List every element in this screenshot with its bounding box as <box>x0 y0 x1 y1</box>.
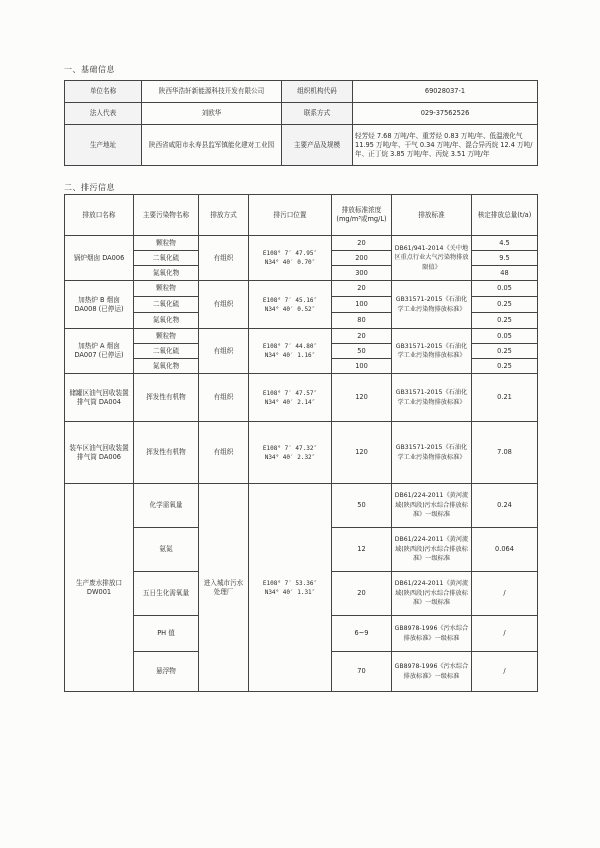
limit-value: 6~9 <box>332 616 392 652</box>
header-position: 排污口位置 <box>249 195 332 236</box>
pollutant: 五日生化需氧量 <box>134 572 199 616</box>
header-outlet: 排放口名称 <box>65 195 134 236</box>
basic-info-table <box>64 80 538 166</box>
pollutant: 氮氧化物 <box>134 313 199 329</box>
pollutant: 颗粒物 <box>134 236 199 251</box>
outlet-name: 锅炉烟囱 DA006 <box>65 236 134 281</box>
emissions-table <box>64 194 538 692</box>
emission-standard: GB31571-2015《石油化学工业污染物排放标准》 <box>392 329 472 374</box>
pollutant: 二氧化硫 <box>134 251 199 266</box>
pollutant: 氮氧化物 <box>134 266 199 281</box>
contact-label: 联系方式 <box>282 103 353 125</box>
limit-value: 12 <box>332 528 392 572</box>
section-basic-title: 一、基础信息 <box>64 65 115 74</box>
limit-value: 100 <box>332 359 392 374</box>
quota-value: 4.5 <box>472 236 538 251</box>
pollutant: PH 值 <box>134 616 199 652</box>
emission-method: 有组织 <box>199 281 249 329</box>
quota-value: 0.24 <box>472 484 538 528</box>
pollutant: 二氧化硫 <box>134 297 199 313</box>
emission-method: 有组织 <box>199 422 249 484</box>
header-pollutant: 主要污染物名称 <box>134 195 199 236</box>
pollutant: 悬浮物 <box>134 652 199 692</box>
quota-value: 9.5 <box>472 251 538 266</box>
emission-method: 有组织 <box>199 374 249 422</box>
org-code: 69028037-1 <box>353 81 538 103</box>
header-quota: 核定排放总量(t/a) <box>472 195 538 236</box>
limit-value: 20 <box>332 281 392 297</box>
outlet-position: E108° 7′ 47.32″ N34° 40′ 2.32″ <box>249 422 332 484</box>
outlet-position: E108° 7′ 53.36″ N34° 40′ 1.31″ <box>249 484 332 692</box>
pollutant: 氮氧化物 <box>134 359 199 374</box>
unit-name-label: 单位名称 <box>65 81 142 103</box>
quota-value: / <box>472 616 538 652</box>
pollutant: 挥发性有机物 <box>134 422 199 484</box>
contact: 029-37562526 <box>353 103 538 125</box>
quota-value: / <box>472 652 538 692</box>
emission-standard: GB8978-1996《污水综合排放标准》一级标准 <box>392 652 472 692</box>
limit-value: 20 <box>332 572 392 616</box>
section-emissions-title: 二、排污信息 <box>64 183 115 192</box>
quota-value: 7.08 <box>472 422 538 484</box>
emission-standard: GB8978-1996《污水综合排放标准》一级标准 <box>392 616 472 652</box>
org-code-label: 组织机构代码 <box>282 81 353 103</box>
emission-standard: DB61/941-2014《关中地区重点行业大气污染物排放限值》 <box>392 236 472 281</box>
quota-value: 0.05 <box>472 281 538 297</box>
products-label: 主要产品及规模 <box>282 125 353 166</box>
emission-method: 有组织 <box>199 329 249 374</box>
quota-value: 0.25 <box>472 359 538 374</box>
outlet-name: 储罐区油气回收装置排气筒 DA004 <box>65 374 134 422</box>
pollutant: 颗粒物 <box>134 329 199 344</box>
header-method: 排放方式 <box>199 195 249 236</box>
limit-value: 50 <box>332 344 392 359</box>
quota-value: 48 <box>472 266 538 281</box>
header-limit: 排放标准浓度(mg/m³或mg/L) <box>332 195 392 236</box>
outlet-position: E108° 7′ 45.16″ N34° 40′ 0.52″ <box>249 281 332 329</box>
legal-rep-label: 法人代表 <box>65 103 142 125</box>
limit-value: 20 <box>332 236 392 251</box>
limit-value: 80 <box>332 313 392 329</box>
outlet-name: 装车区油气回收装置排气筒 DA006 <box>65 422 134 484</box>
emission-standard: GB31571-2015《石油化学工业污染物排放标准》 <box>392 374 472 422</box>
quota-value: 0.064 <box>472 528 538 572</box>
emission-method: 进入城市污水处理厂 <box>199 484 249 692</box>
quota-value: 0.25 <box>472 344 538 359</box>
quota-value: 0.21 <box>472 374 538 422</box>
pollutant: 挥发性有机物 <box>134 374 199 422</box>
legal-rep: 刘欧华 <box>142 103 282 125</box>
limit-value: 70 <box>332 652 392 692</box>
emission-standard: GB31571-2015《石油化学工业污染物排放标准》 <box>392 281 472 329</box>
emission-standard: DB61/224-2011《黄河流域(陕西段)污水综合排放标准》一级标准 <box>392 528 472 572</box>
outlet-name: 加热炉 A 烟囱 DA007 (已停运) <box>65 329 134 374</box>
emission-standard: DB61/224-2011《黄河流域(陕西段)污水综合排放标准》一级标准 <box>392 572 472 616</box>
address-label: 生产地址 <box>65 125 142 166</box>
header-standard: 排放标准 <box>392 195 472 236</box>
limit-value: 100 <box>332 297 392 313</box>
outlet-position: E108° 7′ 47.57″ N34° 40′ 2.14″ <box>249 374 332 422</box>
pollutant: 化学需氧量 <box>134 484 199 528</box>
limit-value: 120 <box>332 374 392 422</box>
unit-name: 陕西华浩轩新能源科技开发有限公司 <box>142 81 282 103</box>
limit-value: 50 <box>332 484 392 528</box>
emission-standard: GB31571-2015《石油化学工业污染物排放标准》 <box>392 422 472 484</box>
limit-value: 120 <box>332 422 392 484</box>
quota-value: 0.25 <box>472 297 538 313</box>
outlet-position: E108° 7′ 44.80″ N34° 40′ 1.16″ <box>249 329 332 374</box>
limit-value: 300 <box>332 266 392 281</box>
pollutant: 二氧化硫 <box>134 344 199 359</box>
limit-value: 20 <box>332 329 392 344</box>
outlet-name: 加热炉 B 烟囱 DA008 (已停运) <box>65 281 134 329</box>
outlet-name: 生产废水排放口 DW001 <box>65 484 134 692</box>
outlet-position: E108° 7′ 47.95″ N34° 40′ 0.70″ <box>249 236 332 281</box>
products: 轻芳烃 7.68 万吨/年、重芳烃 0.83 万吨/年、低温液化气 11.95 万吨/年、干气 0.34 万吨/年、混合异丙烷 12.4 万吨/年、正丁烷 3.85 万吨/年、丙烷 3.51 万吨/年 <box>353 125 538 166</box>
emission-standard: DB61/224-2011《黄河流域(陕西段)污水综合排放标准》一级标准 <box>392 484 472 528</box>
emission-method: 有组织 <box>199 236 249 281</box>
limit-value: 200 <box>332 251 392 266</box>
quota-value: 0.05 <box>472 329 538 344</box>
quota-value: 0.25 <box>472 313 538 329</box>
address: 陕西省咸阳市永寿县监军镇能化建对工业园 <box>142 125 282 166</box>
pollutant: 颗粒物 <box>134 281 199 297</box>
pollutant: 氨氮 <box>134 528 199 572</box>
quota-value: / <box>472 572 538 616</box>
